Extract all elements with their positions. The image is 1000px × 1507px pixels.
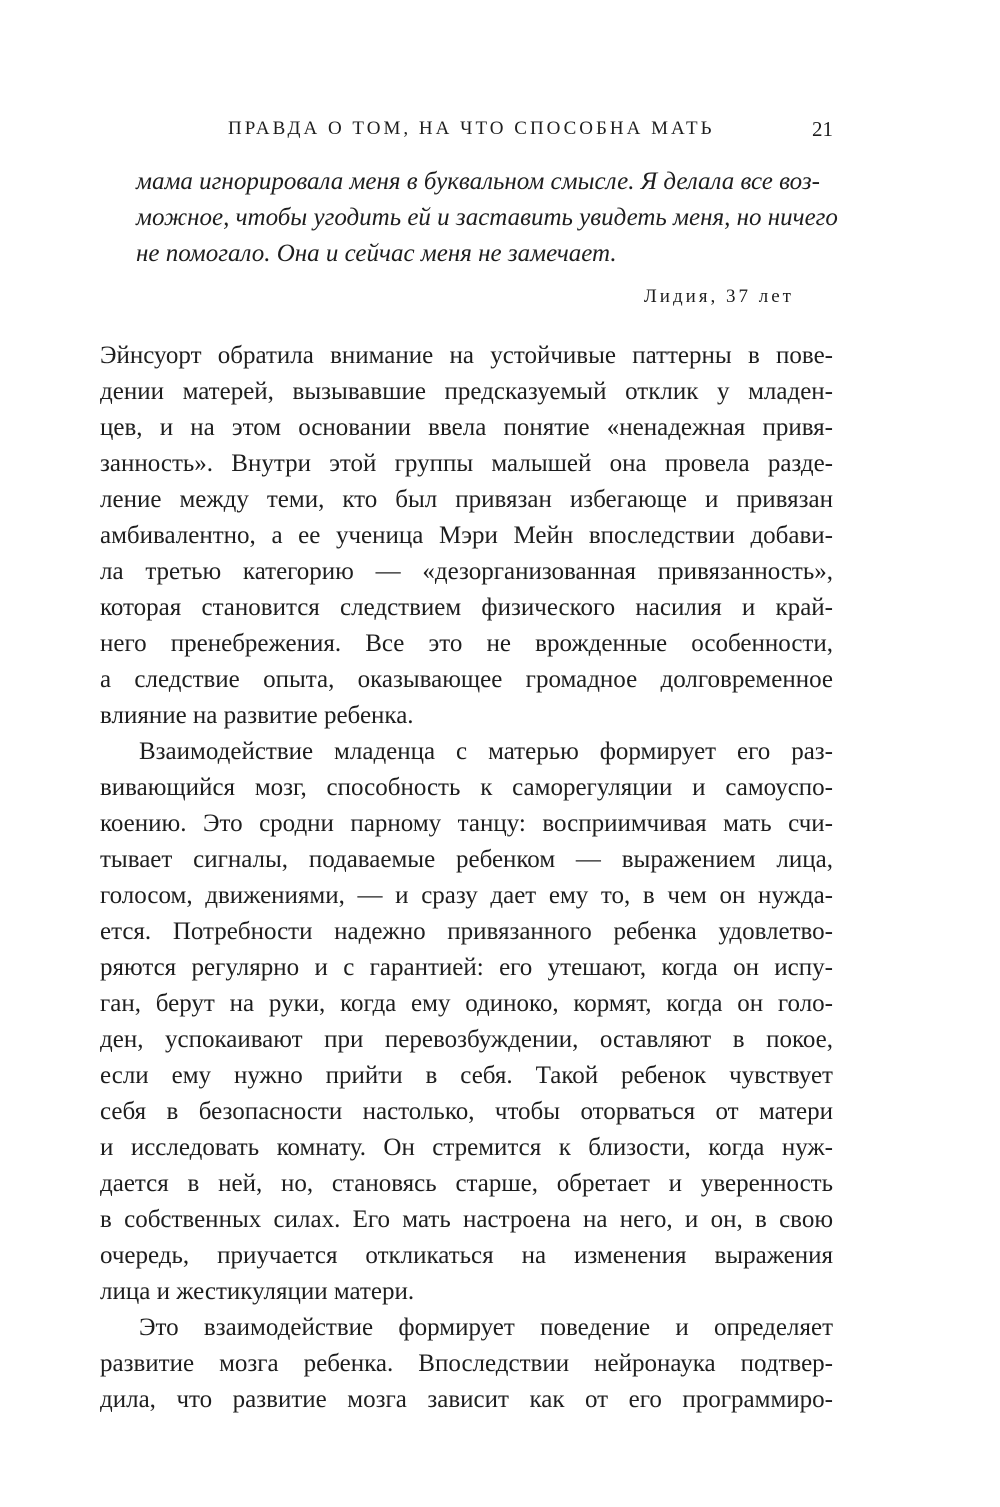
text-line: Взаимодействие младенца с матерью формирует его раз- [139,738,833,765]
text-line: дении матерей, вызывавшие предсказуемый отклик у младен- [100,378,833,405]
text-line: ряются регулярно и с гарантией: его утешают, когда он испу- [100,954,833,981]
text-line: вивающийся мозг, способность к саморегуляции и самоуспо- [100,774,833,801]
text-line: дила, что развитие мозга зависит как от его программиро- [100,1386,833,1413]
text-line: а следствие опыта, оказывающее громадное долговременное [100,666,833,693]
page-header [100,114,833,144]
text-line: если ему нужно прийти в себя. Такой ребенок чувствует [100,1062,833,1089]
body-text [100,338,833,1418]
text-line: ление между теми, кто был привязан избегающе и привязан [100,486,833,513]
text-line: себя в безопасности настолько, чтобы оторваться от матери [100,1098,833,1125]
text-line: коению. Это сродни парному танцу: восприимчивая мать счи- [100,810,833,837]
epigraph-line: не помогало. Она и сейчас меня не замечает. [136,240,617,267]
text-line: Эйнсуорт обратила внимание на устойчивые паттерны в пове- [100,342,833,369]
text-line: тывает сигналы, подаваемые ребенком — выражением лица, [100,846,833,873]
text-line: лица и жестикуляции матери. [100,1278,415,1305]
text-line: влияние на развитие ребенка. [100,702,414,729]
text-line: ган, берут на руки, когда ему одиноко, кормят, когда он голо- [100,990,833,1017]
page-number: 21 [812,117,833,141]
text-line: и исследовать комнату. Он стремится к близости, когда нуж- [100,1134,833,1161]
text-line: голосом, движениями, — и сразу дает ему то, в чем он нужда- [100,882,833,909]
text-line: него пренебрежения. Все это не врожденные особенности, [100,630,833,657]
paragraph [100,734,833,1310]
text-line: ла третью категорию — «дезорганизованная привязанность», [100,558,833,585]
text-line: развитие мозга ребенка. Впоследствии нейронаука подтвер- [100,1350,833,1377]
text-line: которая становится следствием физического насилия и край- [100,594,833,621]
text-line: дается в ней, но, становясь старше, обретает и уверенность [100,1170,833,1197]
text-line: ден, успокаивают при перевозбуждении, оставляют в покое, [100,1026,833,1053]
text-line: занность». Внутри этой группы малышей она провела разде- [100,450,833,477]
paragraph [100,1310,833,1418]
text-line: цев, и на этом основании ввела понятие «ненадежная привя- [100,414,833,441]
epigraph-line: мама игнорировала меня в буквальном смысле. Я делала все воз- [136,168,820,195]
running-title: ПРАВДА О ТОМ, НА ЧТО СПОСОБНА МАТЬ [228,118,715,139]
text-line: в собственных силах. Его мать настроена на него, и он, в свою [100,1206,833,1233]
text-line: Это взаимодействие формирует поведение и определяет [139,1314,833,1341]
epigraph-attribution: Лидия, 37 лет [643,286,794,307]
epigraph-line: можное, чтобы угодить ей и заставить увидеть меня, но ничего [136,204,838,231]
text-line: очередь, приучается откликаться на изменения выражения [100,1242,833,1269]
epigraph [136,164,838,312]
text-line: ется. Потребности надежно привязанного ребенка удовлетво- [100,918,833,945]
text-line: амбивалентно, а ее ученица Мэри Мейн впоследствии добави- [100,522,833,549]
paragraph [100,338,833,734]
